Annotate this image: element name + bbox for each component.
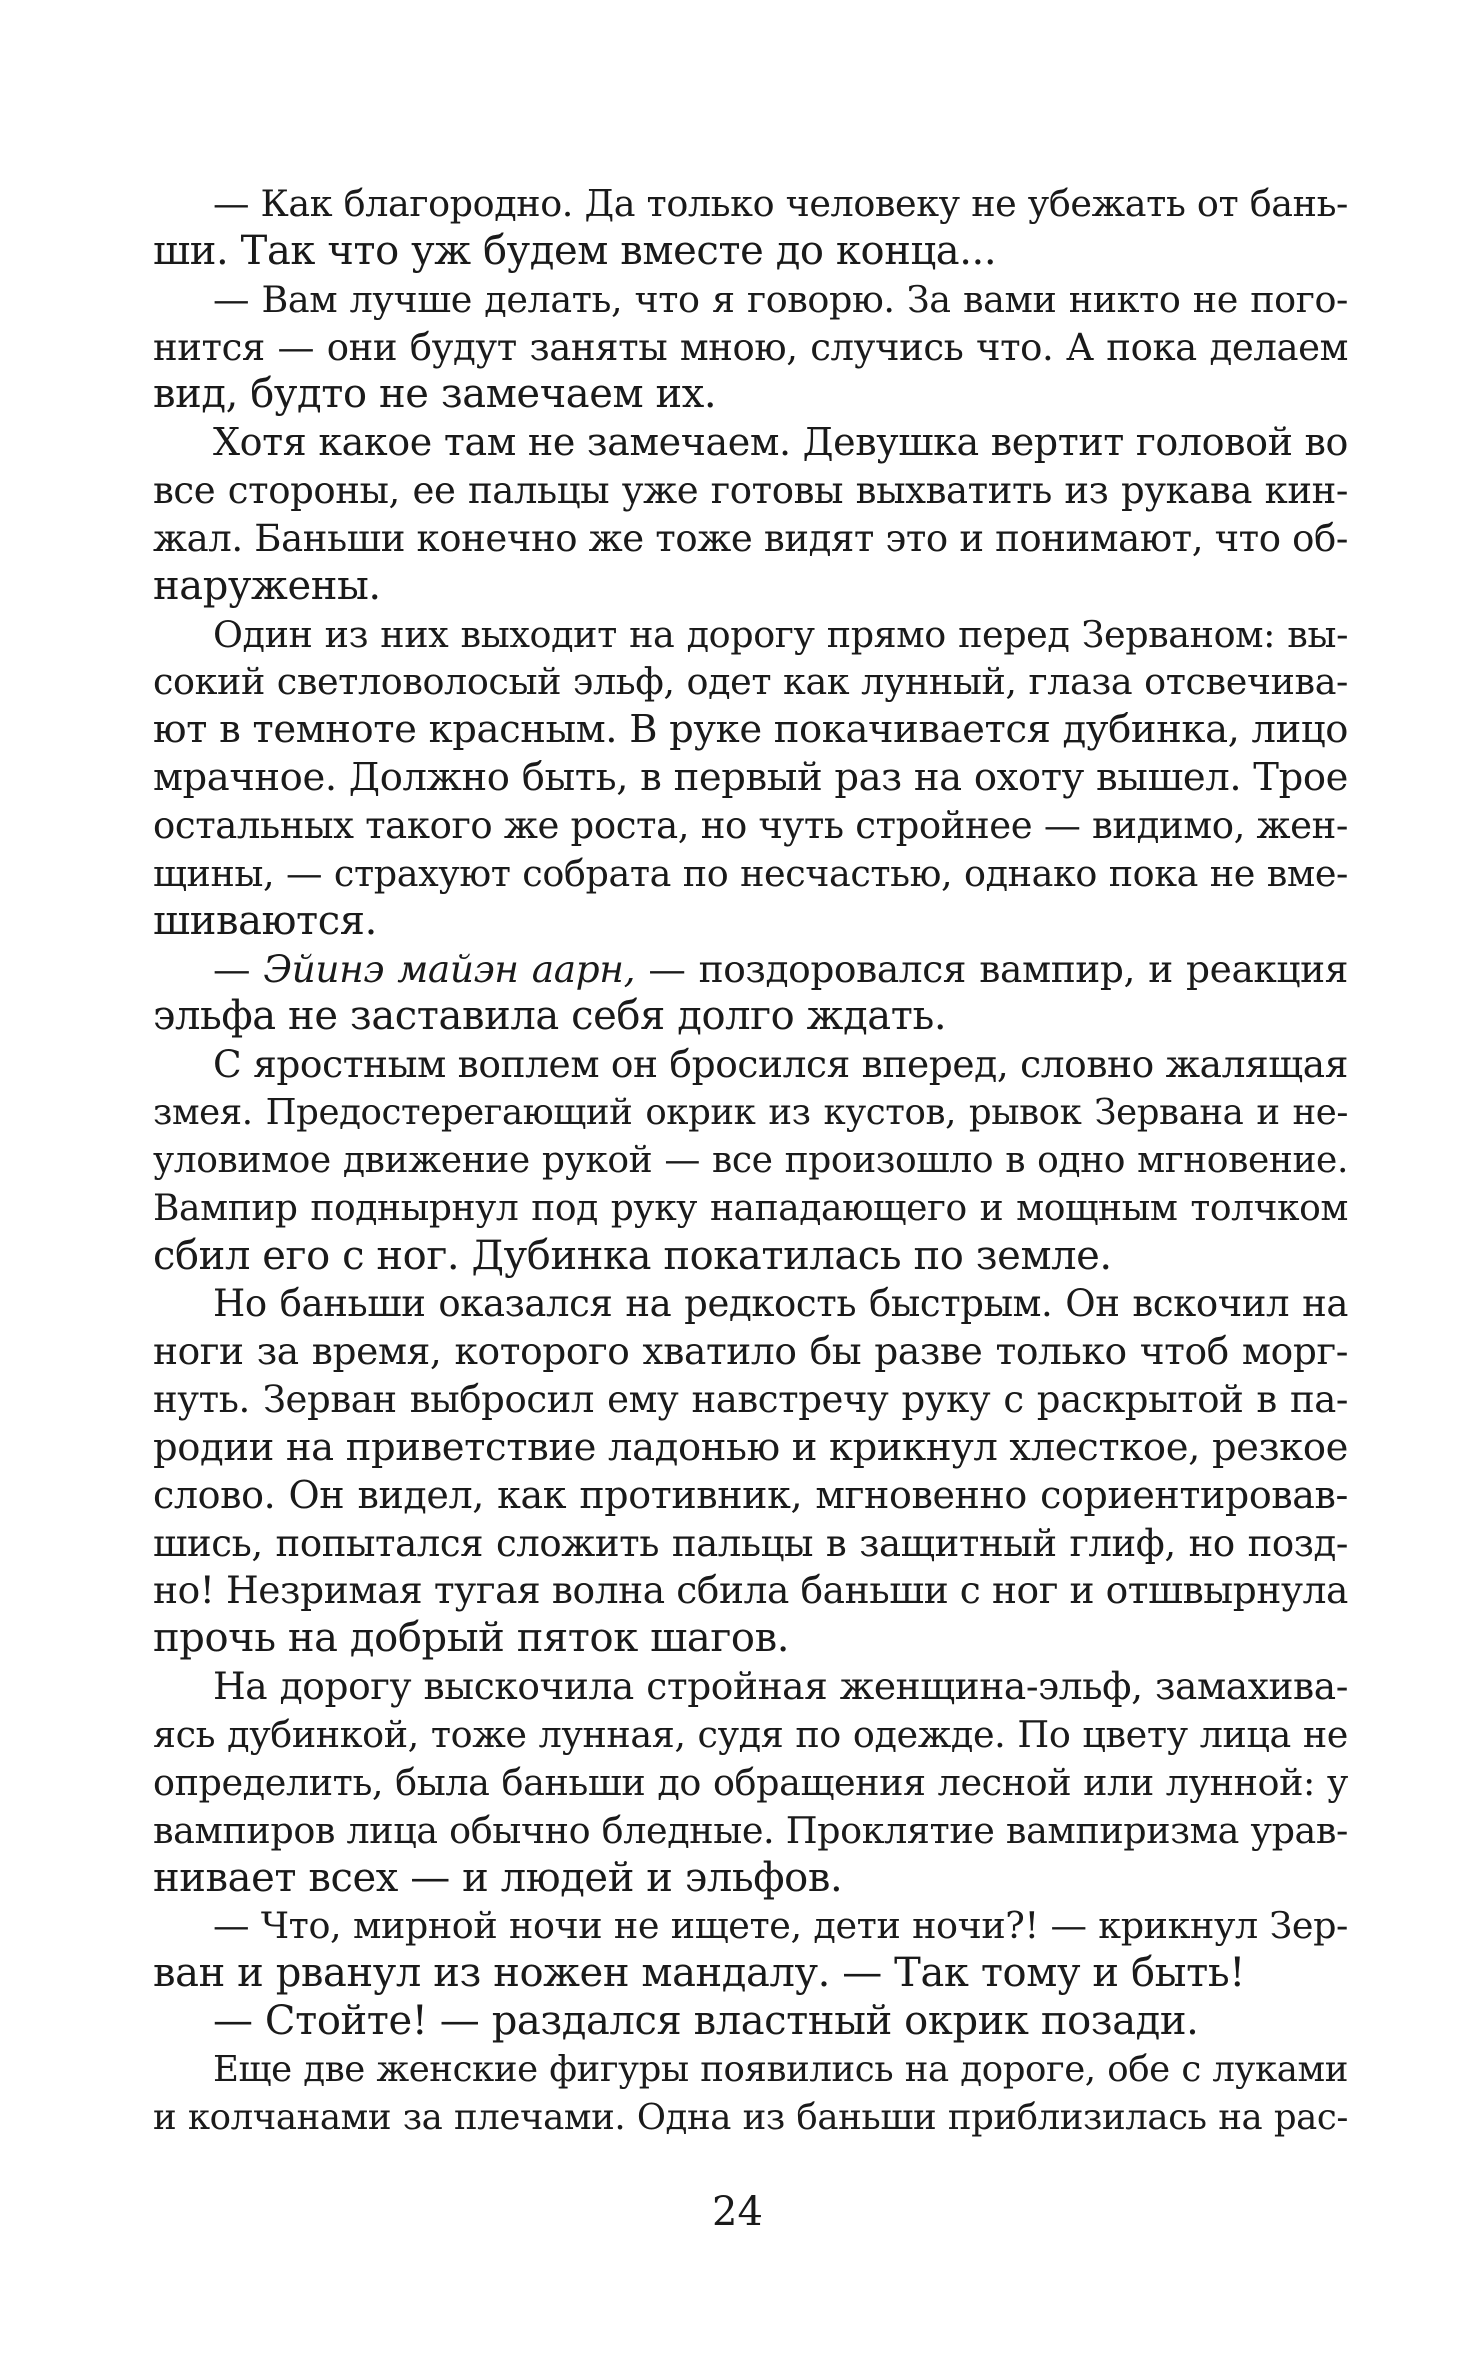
text-line: эльфа не заставила себя долго ждать.	[153, 993, 947, 1040]
text-line: шиваются.	[153, 897, 377, 944]
text-line: слово. Он видел, как противник, мгновенно сориентировав-	[153, 1472, 1348, 1517]
text-line: С яростным воплем он бросился вперед, словно жалящая	[213, 1042, 1348, 1087]
text-line: Еще две женские фигуры появились на дороге, обе с луками	[213, 2048, 1348, 2090]
text-line	[153, 946, 1348, 994]
text-line: нуть. Зерван выбросил ему навстречу руку с раскрытой в па-	[153, 1378, 1348, 1422]
text-line: На дорогу выскочила стройная женщина-эльф, замахива-	[213, 1664, 1348, 1709]
text-line: ноги за время, которого хватило бы разве только чтоб морг-	[153, 1329, 1348, 1374]
text-line: родии на приветствие ладонью и крикнул хлесткое, резкое	[153, 1424, 1348, 1470]
text-line: все стороны, ее пальцы уже готовы выхватить из рукава кин-	[153, 469, 1348, 513]
text-line: — Как благородно. Да только человеку не убежать от бань-	[213, 182, 1348, 225]
text-line: определить, была баньши до обращения лесной или лунной: у	[153, 1760, 1348, 1804]
text-line: вид, будто не замечаем их.	[153, 371, 717, 418]
text-line: — Вам лучше делать, что я говорю. За вами никто не пого-	[213, 277, 1348, 321]
text-line: вампиров лица обычно бледные. Проклятие вампиризма урав-	[153, 1808, 1348, 1852]
text-line: ван и рванул из ножен мандалу. — Так тому и быть!	[153, 1950, 1245, 1997]
text-line: ши. Так что уж будем вместе до конца...	[153, 227, 997, 274]
text-line: но! Незримая тугая волна сбила баньши с ног и отшвырнула	[153, 1568, 1348, 1613]
text-line: нивает всех — и людей и эльфов.	[153, 1854, 843, 1901]
text-line: — Что, мирной ночи не ищете, дети ночи?! — крикнул Зер-	[213, 1904, 1348, 1948]
text-line: Один из них выходит на дорогу прямо перед Зерваном: вы-	[213, 612, 1348, 656]
text-line: сбил его с ног. Дубинка покатилась по земле.	[153, 1232, 1112, 1279]
text-line: остальных такого же роста, но чуть стройнее — видимо, жен-	[153, 803, 1348, 847]
page-number: 24	[712, 2189, 763, 2235]
text-line: мрачное. Должно быть, в первый раз на охоту вышел. Трое	[153, 755, 1348, 801]
text-line: щины, — страхуют собрата по несчастью, однако пока не вме-	[153, 851, 1348, 895]
text-line: ют в темноте красным. В руке покачивается дубинка, лицо	[153, 707, 1348, 753]
text-line: наружены.	[153, 562, 381, 609]
text-line: нится — они будут заняты мною, случись что. А пока делаем	[153, 325, 1348, 369]
text-line: и колчанами за плечами. Одна из баньши приблизилась на рас-	[153, 2096, 1348, 2138]
text-line: Хотя какое там не замечаем. Девушка вертит головой во	[213, 420, 1348, 465]
text-line: ясь дубинкой, тоже лунная, судя по одежде. По цвету лица не	[153, 1713, 1348, 1756]
text-line: Но баньши оказался на редкость быстрым. Он вскочил на	[213, 1282, 1348, 1326]
text-line: Вампир поднырнул под руку нападающего и мощным толчком	[153, 1187, 1348, 1229]
text-line: змея. Предостерегающий окрик из кустов, рывок Зервана и не-	[153, 1092, 1348, 1134]
text-line: уловимое движение рукой — все произошло в одно мгновение.	[153, 1139, 1348, 1181]
text-line: жал. Баньши конечно же тоже видят это и понимают, что об-	[153, 516, 1348, 560]
text-line: шись, попытался сложить пальцы в защитный глиф, но позд-	[153, 1521, 1348, 1565]
text-line: — Стойте! — раздался властный окрик позади.	[213, 1998, 1199, 2045]
body-text	[153, 180, 1348, 2142]
dialogue-text: — поздоровался вампир, и реакция	[635, 946, 1349, 991]
elvish-greeting: Эйинэ майэн аарн,	[263, 946, 636, 991]
text-line: сокий светловолосый эльф, одет как лунный, глаза отсвечива-	[153, 660, 1348, 704]
dash-text: —	[213, 946, 264, 991]
text-line: прочь на добрый пяток шагов.	[153, 1615, 790, 1662]
